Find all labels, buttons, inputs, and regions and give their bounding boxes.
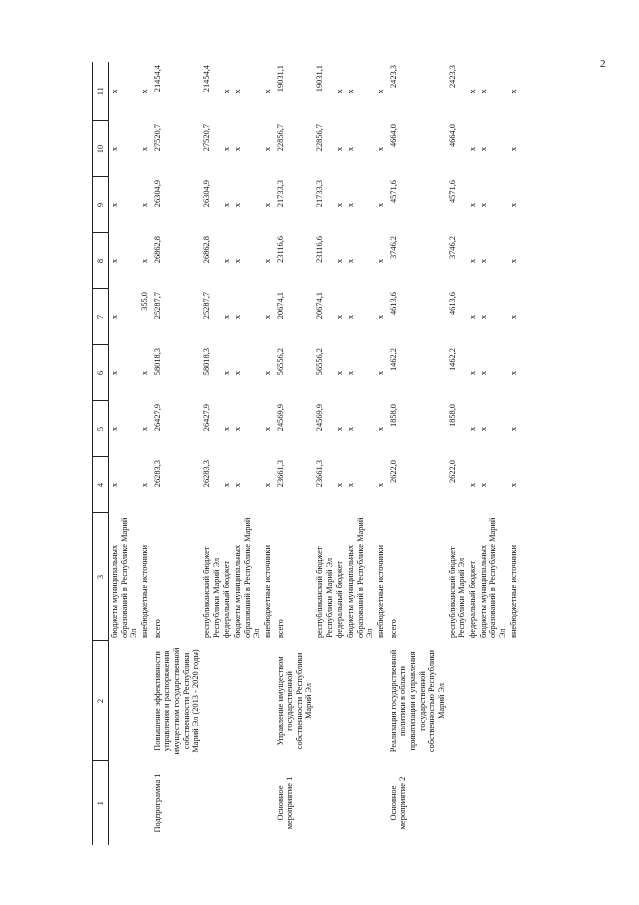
column-header-11: 11 — [93, 62, 109, 121]
value-cell-col-9: x — [139, 202, 149, 208]
row-item-title — [314, 641, 334, 761]
value-cell-col-5: 1858,0 — [388, 404, 398, 428]
value-cell-col-6: x — [376, 370, 386, 376]
table-row — [467, 62, 478, 845]
row-funding-source: бюджеты муниципальных образований в Республике Марий Эл — [232, 517, 262, 638]
value-cell-col-5: x — [508, 426, 518, 432]
value-cell-col-10: x — [376, 146, 386, 152]
row-item-code — [139, 761, 150, 845]
value-cell-col-10: x — [467, 146, 477, 152]
value-cell-col-7: 25287,7 — [152, 292, 162, 320]
row-funding-source: внебюджетные источники — [139, 545, 149, 638]
value-cell-col-11: x — [376, 89, 386, 94]
row-item-code: Основное мероприятие 2 — [388, 776, 408, 830]
value-cell-col-8: x — [478, 258, 488, 264]
value-cell-col-11: x — [222, 89, 232, 94]
value-cell-col-4: x — [232, 482, 242, 488]
value-cell-col-9: x — [335, 202, 345, 208]
value-cell-col-8: 23116,6 — [315, 236, 325, 263]
value-cell-col-9: x — [467, 202, 477, 208]
row-item-title — [345, 641, 375, 761]
value-cell-col-11: 21454,4 — [152, 65, 162, 93]
value-cell-col-8: x — [467, 258, 477, 264]
value-cell-col-9: x — [232, 202, 242, 208]
row-funding-source: бюджеты муниципальных образований в Республике Марий Эл — [110, 517, 139, 638]
row-funding-source: бюджеты муниципальных образований в Республике Марий Эл — [346, 517, 375, 638]
value-cell-col-4: x — [508, 482, 518, 488]
value-cell-col-11: x — [508, 89, 518, 94]
budget-table — [92, 62, 518, 845]
row-item-title — [109, 641, 139, 761]
value-cell-col-5: x — [346, 426, 356, 432]
table-row — [508, 62, 519, 845]
value-cell-col-10: 4664,0 — [388, 124, 398, 148]
value-cell-col-4: x — [335, 482, 345, 488]
row-item-code — [221, 761, 232, 845]
value-cell-col-4: 23661,3 — [315, 460, 325, 488]
row-item-code — [447, 761, 467, 845]
value-cell-col-10: 27520,7 — [152, 124, 162, 152]
table-row — [386, 62, 447, 845]
value-cell-col-6: x — [508, 370, 518, 376]
row-item-code — [375, 761, 386, 845]
column-header-9: 9 — [93, 177, 109, 233]
value-cell-col-6: 1462,2 — [447, 348, 457, 372]
value-cell-col-11: 21454,4 — [201, 65, 211, 93]
row-funding-source: бюджеты муниципальных образований в Республике Марий Эл — [478, 517, 507, 638]
value-cell-col-5: x — [262, 426, 272, 432]
table-row — [447, 62, 467, 845]
value-cell-col-8: 3746,2 — [388, 236, 398, 260]
value-cell-col-11: x — [335, 89, 345, 94]
row-item-title — [139, 641, 150, 761]
value-cell-col-5: 26427,9 — [201, 404, 211, 432]
row-funding-source: всего — [388, 619, 398, 638]
value-cell-col-11: 2423,3 — [447, 65, 457, 89]
value-cell-col-6: x — [110, 370, 119, 376]
value-cell-col-11: x — [467, 89, 477, 94]
value-cell-col-4: 26283,3 — [152, 460, 162, 488]
value-cell-col-11: 19031,1 — [315, 65, 325, 93]
value-cell-col-9: x — [262, 202, 272, 208]
row-item-code — [345, 761, 375, 845]
column-header-2: 2 — [93, 641, 109, 761]
value-cell-col-4: x — [478, 482, 488, 488]
value-cell-col-9: 4571,6 — [388, 180, 398, 204]
value-cell-col-7: x — [222, 314, 232, 320]
value-cell-col-9: x — [478, 202, 488, 208]
table-row — [375, 62, 386, 845]
column-header-1: 1 — [93, 761, 109, 845]
row-item-code — [109, 761, 139, 845]
value-cell-col-10: x — [262, 146, 272, 152]
value-cell-col-5: 26427,9 — [152, 404, 162, 432]
value-cell-col-10: x — [139, 146, 149, 152]
table-row — [262, 62, 273, 845]
value-cell-col-4: 26283,3 — [201, 460, 211, 488]
row-item-title — [447, 641, 467, 761]
value-cell-col-9: 21733,3 — [315, 180, 325, 208]
row-funding-source: республиканский бюджет Республики Марий Эл — [201, 546, 221, 638]
value-cell-col-7: 20674,1 — [315, 292, 325, 320]
value-cell-col-8: 26862,8 — [152, 236, 162, 264]
value-cell-col-4: x — [262, 482, 272, 488]
value-cell-col-8: 3746,2 — [447, 236, 457, 260]
value-cell-col-8: x — [376, 258, 386, 264]
column-header-3: 3 — [93, 513, 109, 641]
table-row — [478, 62, 508, 845]
table-row — [201, 62, 221, 845]
table-row — [345, 62, 375, 845]
row-item-code — [232, 761, 262, 845]
value-cell-col-10: x — [335, 146, 345, 152]
value-cell-col-7: 20674,1 — [275, 292, 285, 320]
value-cell-col-8: x — [508, 258, 518, 264]
row-funding-source: федеральный бюджет — [335, 560, 345, 638]
value-cell-col-10: x — [478, 146, 488, 152]
row-item-title — [467, 641, 478, 761]
value-cell-col-7: x — [508, 314, 518, 320]
value-cell-col-8: x — [232, 258, 242, 264]
table-row — [314, 62, 334, 845]
value-cell-col-7: x — [376, 314, 386, 320]
value-cell-col-9: x — [346, 202, 356, 208]
value-cell-col-5: 24569,9 — [275, 404, 285, 432]
value-cell-col-10: x — [222, 146, 232, 152]
table-row — [334, 62, 345, 845]
row-item-code — [508, 761, 519, 845]
value-cell-col-9: x — [508, 202, 518, 208]
value-cell-col-7: 25287,7 — [201, 292, 211, 320]
value-cell-col-8: x — [335, 258, 345, 264]
value-cell-col-4: 23661,3 — [275, 460, 285, 488]
value-cell-col-7: 4613,6 — [447, 292, 457, 316]
value-cell-col-8: 23116,6 — [275, 236, 285, 263]
rotated-table-container — [92, 62, 576, 845]
value-cell-col-7: x — [110, 314, 119, 320]
value-cell-col-7: x — [232, 314, 242, 320]
value-cell-col-6: 1462,2 — [388, 348, 398, 372]
value-cell-col-4: 2622,0 — [388, 460, 398, 484]
row-item-title — [334, 641, 345, 761]
value-cell-col-9: x — [376, 202, 386, 208]
row-item-title — [262, 641, 273, 761]
value-cell-col-9: x — [222, 202, 232, 208]
row-item-code — [467, 761, 478, 845]
value-cell-col-6: x — [139, 370, 149, 376]
table-row — [150, 62, 201, 845]
row-funding-source: внебюджетные источники — [508, 545, 518, 638]
row-funding-source: всего — [152, 619, 162, 638]
value-cell-col-7: 355,0 — [139, 292, 149, 311]
value-cell-col-10: 27520,7 — [201, 124, 211, 152]
row-funding-source: федеральный бюджет — [222, 560, 232, 638]
row-funding-source: федеральный бюджет — [467, 560, 477, 638]
value-cell-col-6: x — [478, 370, 488, 376]
value-cell-col-6: x — [232, 370, 242, 376]
value-cell-col-5: 1858,0 — [447, 404, 457, 428]
row-funding-source: республиканский бюджет Республики Марий Эл — [447, 546, 467, 638]
value-cell-col-11: 2423,3 — [388, 65, 398, 89]
column-header-4: 4 — [93, 457, 109, 513]
value-cell-col-10: 22856,7 — [315, 124, 325, 152]
value-cell-col-4: x — [110, 482, 119, 488]
row-item-code — [201, 761, 221, 845]
value-cell-col-5: x — [222, 426, 232, 432]
value-cell-col-6: x — [335, 370, 345, 376]
row-item-code — [478, 761, 508, 845]
row-funding-source: всего — [275, 619, 285, 638]
row-item-code — [262, 761, 273, 845]
value-cell-col-10: x — [508, 146, 518, 152]
value-cell-col-7: x — [262, 314, 272, 320]
value-cell-col-5: x — [478, 426, 488, 432]
value-cell-col-7: x — [478, 314, 488, 320]
column-header-7: 7 — [93, 289, 109, 345]
value-cell-col-6: x — [467, 370, 477, 376]
value-cell-col-6: 56556,2 — [275, 348, 285, 376]
value-cell-col-6: 58018,3 — [152, 348, 162, 376]
table-row — [109, 62, 139, 845]
row-item-title: Реализация государственной политики в области приватизации и управления государственной собственностью Республики Марий Эл — [388, 649, 446, 753]
value-cell-col-5: x — [139, 426, 149, 432]
value-cell-col-9: 4571,6 — [447, 180, 457, 204]
value-cell-col-11: x — [110, 89, 119, 94]
row-item-title — [201, 641, 221, 761]
value-cell-col-11: 19031,1 — [275, 65, 285, 93]
table-row — [232, 62, 262, 845]
row-item-title: Повышение эффективности управления и распоряжения имуществом государственной собственности Республики Марий Эл (2013 - 2020 годы) — [152, 647, 201, 755]
value-cell-col-5: x — [232, 426, 242, 432]
row-funding-source: внебюджетные источники — [376, 545, 386, 638]
value-cell-col-5: x — [376, 426, 386, 432]
column-number-row — [93, 62, 109, 845]
value-cell-col-5: 24569,9 — [315, 404, 325, 432]
row-item-title — [478, 641, 508, 761]
row-item-title — [375, 641, 386, 761]
row-item-code — [334, 761, 345, 845]
table-row — [139, 62, 150, 845]
value-cell-col-11: x — [478, 89, 488, 94]
value-cell-col-9: 26304,9 — [152, 180, 162, 208]
column-header-6: 6 — [93, 345, 109, 401]
value-cell-col-11: x — [262, 89, 272, 94]
value-cell-col-4: x — [376, 482, 386, 488]
value-cell-col-4: 2622,0 — [447, 460, 457, 484]
value-cell-col-6: x — [346, 370, 356, 376]
row-item-title: Управление имуществом государственной собственности Республики Марий Эл — [275, 652, 314, 750]
column-header-8: 8 — [93, 233, 109, 289]
value-cell-col-8: 26862,8 — [201, 236, 211, 264]
value-cell-col-5: x — [467, 426, 477, 432]
value-cell-col-11: x — [232, 89, 242, 94]
value-cell-col-10: 4664,0 — [447, 124, 457, 148]
value-cell-col-9: x — [110, 202, 119, 208]
column-header-5: 5 — [93, 401, 109, 457]
table-row — [273, 62, 315, 845]
value-cell-col-4: x — [139, 482, 149, 488]
value-cell-col-7: 4613,6 — [388, 292, 398, 316]
value-cell-col-10: x — [232, 146, 242, 152]
row-item-code: Основное мероприятие 1 — [275, 776, 295, 830]
value-cell-col-4: x — [346, 482, 356, 488]
value-cell-col-7: x — [467, 314, 477, 320]
value-cell-col-6: 58018,3 — [201, 348, 211, 376]
page-number: 2 — [600, 58, 606, 70]
value-cell-col-9: 21733,3 — [275, 180, 285, 208]
value-cell-col-5: x — [335, 426, 345, 432]
value-cell-col-9: 26304,9 — [201, 180, 211, 208]
row-item-title — [221, 641, 232, 761]
value-cell-col-8: x — [110, 258, 119, 264]
table-body — [109, 62, 519, 845]
value-cell-col-4: x — [222, 482, 232, 488]
value-cell-col-7: x — [346, 314, 356, 320]
value-cell-col-8: x — [222, 258, 232, 264]
row-item-code: Подпрограмма 1 — [152, 773, 162, 833]
value-cell-col-8: x — [139, 258, 149, 264]
value-cell-col-8: x — [346, 258, 356, 264]
value-cell-col-6: x — [262, 370, 272, 376]
column-header-10: 10 — [93, 121, 109, 177]
row-item-title — [508, 641, 519, 761]
value-cell-col-4: x — [467, 482, 477, 488]
row-funding-source: внебюджетные источники — [262, 545, 272, 638]
value-cell-col-11: x — [139, 89, 149, 94]
value-cell-col-6: x — [222, 370, 232, 376]
value-cell-col-8: x — [262, 258, 272, 264]
row-funding-source: республиканский бюджет Республики Марий Эл — [315, 546, 334, 638]
value-cell-col-10: 22856,7 — [275, 124, 285, 152]
value-cell-col-11: x — [346, 89, 356, 94]
value-cell-col-5: x — [110, 426, 119, 432]
value-cell-col-10: x — [110, 146, 119, 152]
value-cell-col-7: x — [335, 314, 345, 320]
value-cell-col-6: 56556,2 — [315, 348, 325, 376]
table-row — [221, 62, 232, 845]
row-item-code — [314, 761, 334, 845]
row-item-title — [232, 641, 262, 761]
value-cell-col-10: x — [346, 146, 356, 152]
